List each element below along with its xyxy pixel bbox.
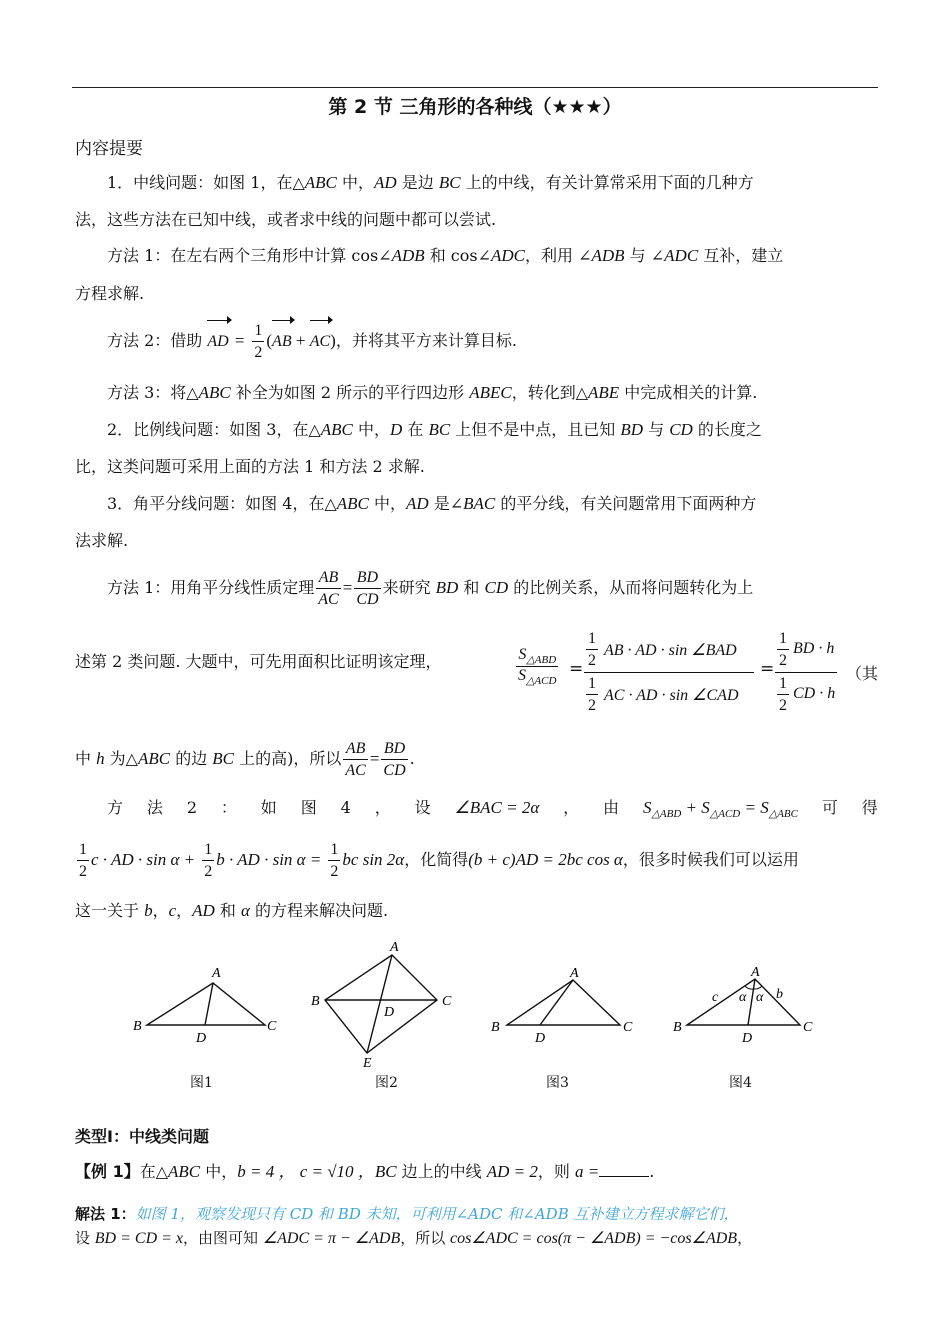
svg-text:A: A [570,966,579,981]
answer-blank [599,1162,649,1177]
median-method3: 方法 3：将△ABC 补全为如图 2 所示的平行四边形 ABEC，转化到△ABE 中完成相关的计算. [107,383,758,402]
figure-1 [125,960,285,1050]
vector-ac: AC [310,321,330,363]
svg-text:B: B [491,1020,500,1035]
bd-cd-fraction: $\frac{BD}{CD}$ [356,569,379,608]
bisector-equation: $\frac{1}{2}$ c · AD · sin α + $\frac{1}{2}$ b · AD · sin α = $\frac{1}{2}$ bc sin 2α，化简得(b + c)AD = 2bc cos α，很多时候我们可以运用 [79,841,799,880]
example-1: 【例 1】在△ABC 中，b = 4 ， c = √10 ，BC 边上的中线 AD = 2，则 a = . [75,1162,655,1181]
figure-3-caption: 图3 [546,1075,569,1091]
figure-2-caption: 图2 [375,1075,398,1091]
vector-ab: AB [272,321,292,363]
bisector-last-line: 这一关于 b，c，AD 和 α 的方程来解决问题. [75,901,389,920]
bisector-line2: 法求解. [75,531,129,550]
svg-text:C: C [803,1020,813,1035]
area-ratio-post: （其 [846,664,879,683]
median-intro-line2: 法，这些方法在已知中线，或者求中线的问题中都可以尝试. [75,210,497,229]
ab-ac-fraction: $\frac{AB}{AC}$ [318,569,339,608]
svg-text:D: D [384,1005,395,1020]
bisector-method2-line: 方 法 2 ： 如 图 4 ， 设 ∠BAC = 2α ， 由 $S_{\triangle ABD} + S_{\triangle ACD} = S_{\triangle ABC}$ 可 得 [107,798,878,820]
figure-1-caption: 图1 [190,1075,213,1091]
median-method1-line2: 方程求解. [75,284,145,303]
median-method2: 方法 2：借助 AD = $\frac{1}{2}$ (AB + AC)，并将其平方来计算目标. [107,322,517,361]
svg-text:c: c [712,990,719,1005]
bisector-method1: 方法 1：用角平分线性质定理 $\frac{AB}{AC}$ = $\frac{BD}{CD}$ 来研究 BD 和 CD 的比例关系，从而将问题转化为上 [107,569,754,608]
half-fraction: $\frac{1}{2}$ [254,322,263,361]
area-ratio-pre: 述第 2 类问题. 大题中，可先用面积比证明该定理， [75,652,442,671]
figure-4-caption: 图4 [729,1075,752,1091]
solution-line2: 设 BD = CD = x，由图可知 ∠ADC = π − ∠ADB，所以 cos∠ADC = cos(π − ∠ADB) = −cos∠ADB， [75,1229,753,1247]
svg-text:D: D [196,1031,207,1046]
svg-text:C: C [623,1020,633,1035]
svg-text:A: A [751,965,760,980]
svg-text:D: D [742,1031,753,1046]
page-title: 第 2 节 三角形的各种线（★★★） [328,96,622,118]
area-ratio-big-fraction: $\frac{1}{2}$ AB · AD · sin ∠BAD $\frac{1}{2}$ AC · AD · sin ∠CAD [584,628,754,717]
svg-text:D: D [535,1031,546,1046]
solution-hint-line: 解法 1：如图 1，观察发现只有 CD 和 BD 未知，可利用∠ADC 和∠ADB 互补建立方程求解它们， [75,1205,739,1223]
svg-text:α: α [756,990,764,1005]
bisector-h-line: 中 h 为△ABC 的边 BC 上的高)，所以 $\frac{AB}{AC}$ = $\frac{BD}{CD}$ . [75,740,415,779]
svg-text:B: B [673,1020,682,1035]
svg-text:C: C [267,1019,277,1034]
header-rule [72,87,878,88]
bisector-line1: 3．角平分线问题：如图 4，在△ABC 中，AD 是∠BAC 的平分线，有关问题常用下面两种方 [107,494,757,513]
svg-text:b: b [776,987,783,1002]
ratio-line1: 2．比例线问题：如图 3，在△ABC 中，D 在 BC 上但不是中点，且已知 BD 与 CD 的长度之 [107,420,762,439]
area-ratio-small-fraction: $\frac{1}{2}$ BD · h $\frac{1}{2}$ CD · h [775,628,837,717]
svg-text:B: B [133,1019,142,1034]
vector-ad: AD [207,321,228,363]
area-ratio-s-fraction: $S_{\triangle ABD}$ $S_{\triangle ACD}$ [518,646,557,687]
svg-text:A: A [390,940,399,955]
svg-text:B: B [311,994,320,1009]
svg-text:α: α [739,990,747,1005]
median-intro-line1: 1．中线问题：如图 1，在△ABC 中，AD 是边 BC 上的中线，有关计算常采用下面的几种方 [107,173,754,192]
summary-heading: 内容提要 [75,139,143,159]
svg-text:A: A [212,966,221,981]
median-method1-line1: 方法 1：在左右两个三角形中计算 cos∠ADB 和 cos∠ADC，利用 ∠ADB 与 ∠ADC 互补，建立 [107,246,784,265]
figure-2 [305,935,465,1070]
ratio-line2: 比，这类问题可采用上面的方法 1 和方法 2 求解. [75,457,425,476]
type-heading: 类型Ⅰ：中线类问题 [75,1127,209,1146]
figure-3 [485,960,645,1050]
svg-text:E: E [363,1056,372,1070]
svg-text:C: C [442,994,452,1009]
figure-4 [665,960,830,1050]
